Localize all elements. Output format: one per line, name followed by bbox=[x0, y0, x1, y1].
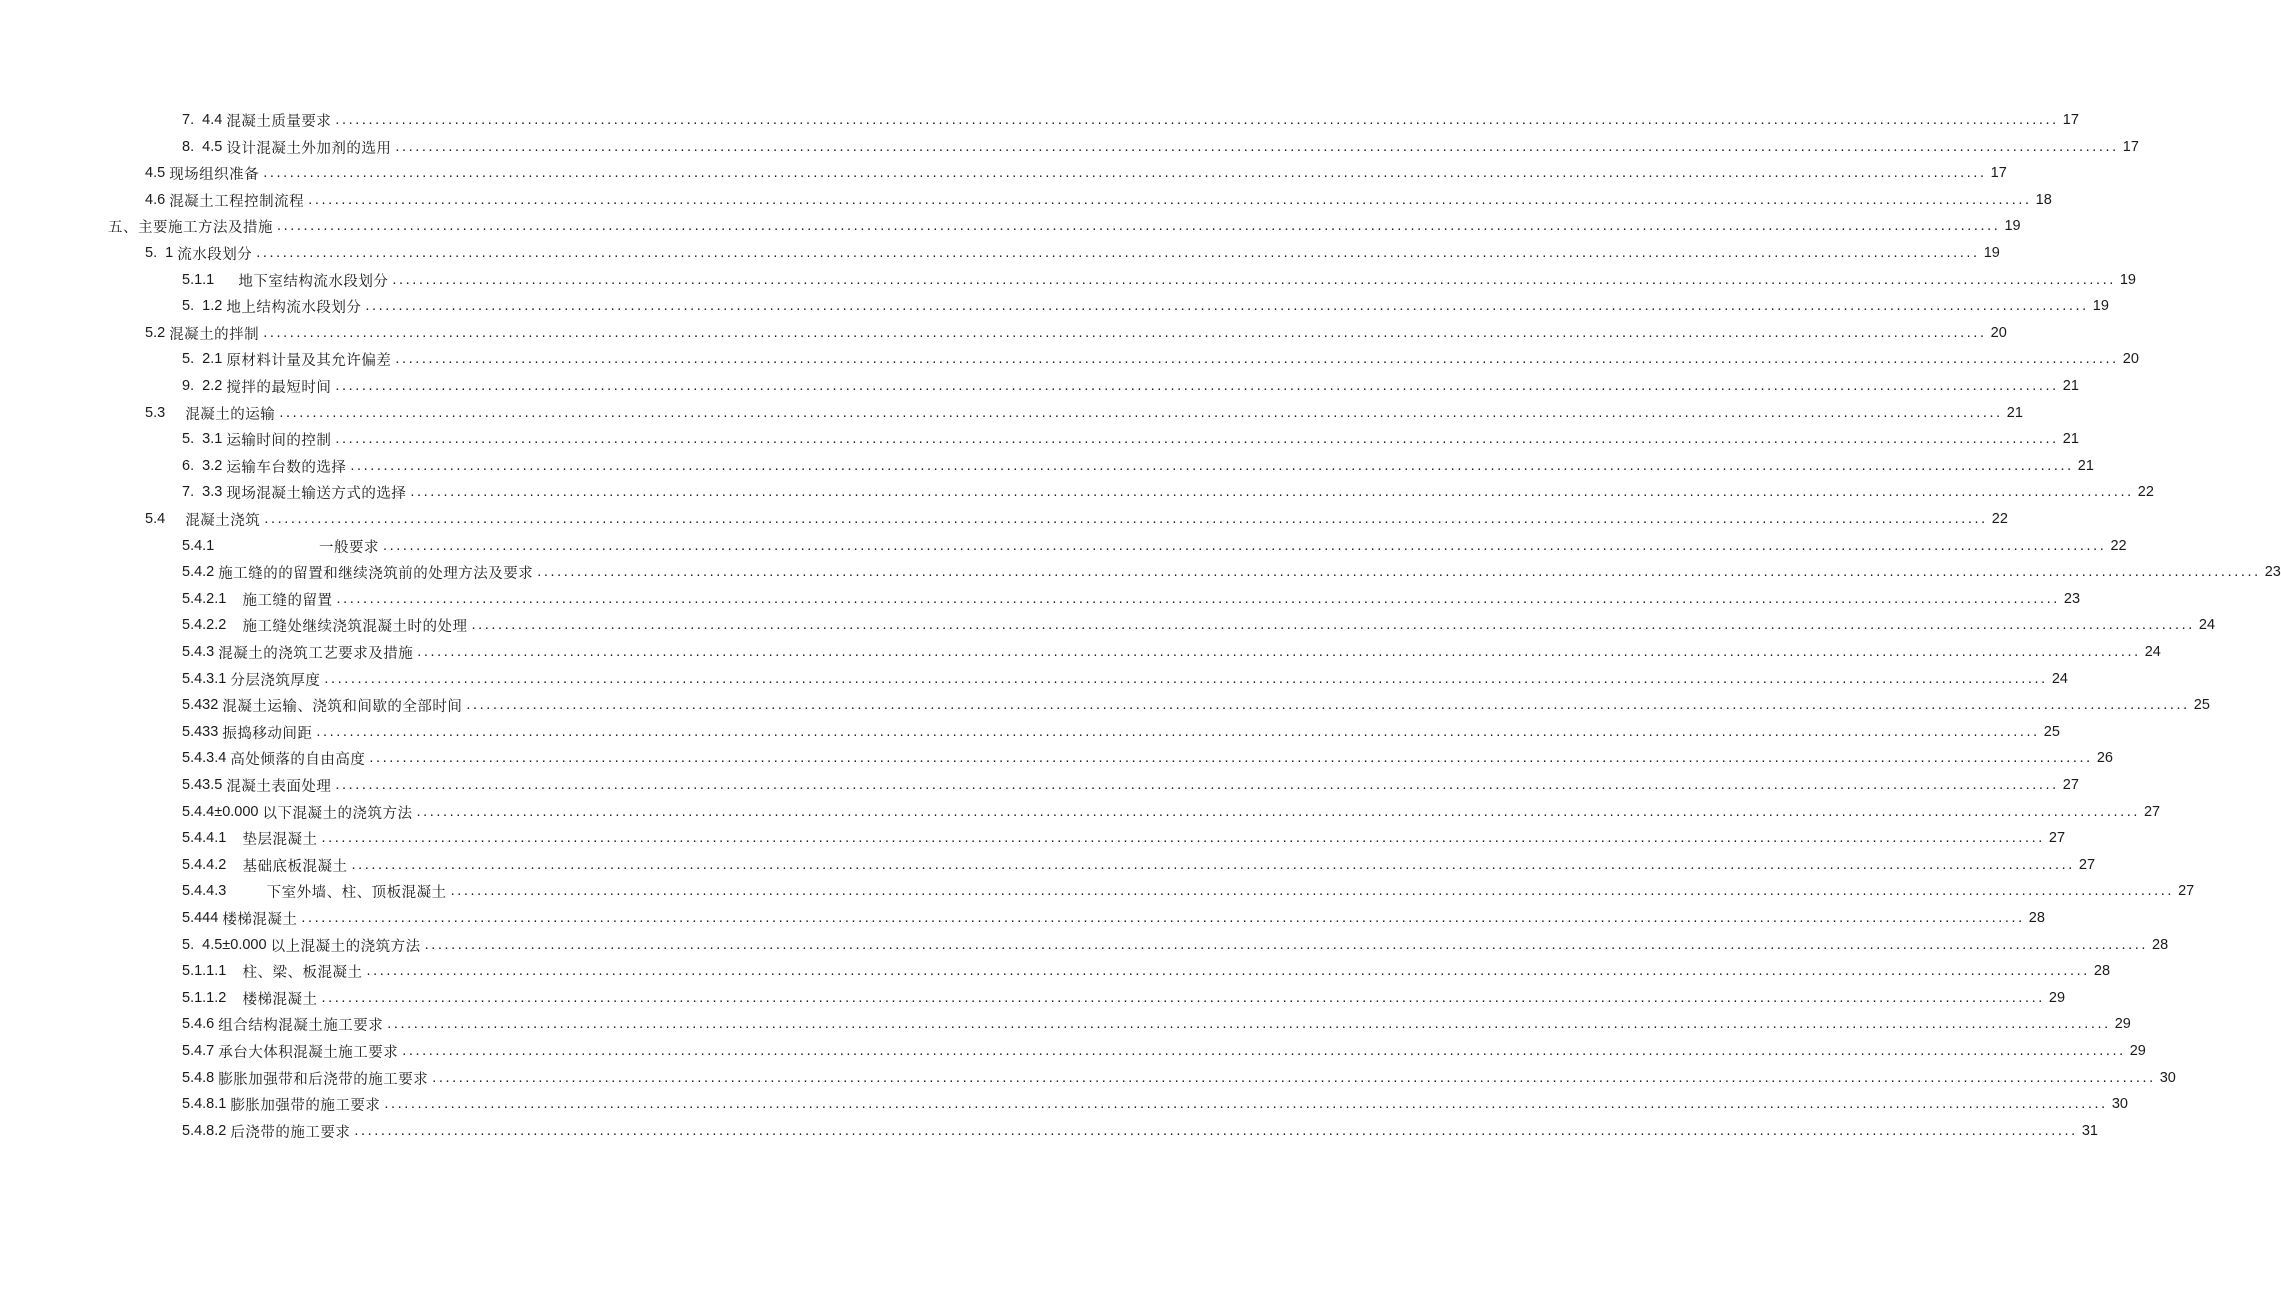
toc-dot-leader: .................................................................................................................................................................................................................................................................... bbox=[395, 351, 2119, 367]
toc-entry-page-number: 27 bbox=[2143, 804, 2161, 820]
toc-entry-title: 楼梯混凝土 bbox=[222, 911, 298, 928]
toc-entry-number: 5.4.4.3 bbox=[182, 883, 267, 899]
toc-dot-leader: .................................................................................................................................................................................................................................................................... bbox=[335, 112, 2059, 128]
toc-entry-page-number: 30 bbox=[2159, 1070, 2176, 1086]
toc-entry-page-number: 19 bbox=[2004, 218, 2021, 234]
toc-entry-number: 5.432 bbox=[182, 697, 223, 713]
toc-entry-title: 一般要求 bbox=[319, 539, 379, 556]
toc-entry[interactable] bbox=[182, 1039, 2146, 1063]
toc-dot-leader: .................................................................................................................................................................................................................................................................... bbox=[395, 139, 2119, 155]
toc-dot-leader: .................................................................................................................................................................................................................................................................... bbox=[383, 538, 2107, 554]
toc-dot-leader: .................................................................................................................................................................................................................................................................... bbox=[366, 963, 2090, 979]
toc-entry[interactable] bbox=[182, 268, 2136, 292]
toc-entry-page-number: 22 bbox=[2110, 538, 2127, 554]
toc-dot-leader: .................................................................................................................................................................................................................................................................... bbox=[279, 405, 2003, 421]
toc-entry-title: 原材料计量及其允许偏差 bbox=[226, 352, 392, 369]
toc-entry-title: 现场混凝土输送方式的选择 bbox=[226, 485, 407, 502]
toc-entry-title: 后浇带的施工要求 bbox=[230, 1124, 351, 1141]
toc-dot-leader: .................................................................................................................................................................................................................................................................... bbox=[321, 990, 2045, 1006]
toc-entry-number: 5.4.8 bbox=[182, 1070, 219, 1086]
toc-entry[interactable] bbox=[145, 401, 2023, 425]
toc-entry[interactable] bbox=[182, 454, 2094, 478]
toc-dot-leader: .................................................................................................................................................................................................................................................................... bbox=[264, 511, 1988, 527]
toc-entry-page-number: 24 bbox=[2144, 644, 2161, 660]
toc-dot-leader: .................................................................................................................................................................................................................................................................... bbox=[537, 564, 2261, 580]
toc-entry-title: 承台大体积混凝土施工要求 bbox=[218, 1044, 399, 1061]
toc-entry-title: 混凝土工程控制流程 bbox=[169, 193, 305, 210]
toc-entry[interactable] bbox=[145, 507, 2008, 531]
toc-dot-leader: .................................................................................................................................................................................................................................................................... bbox=[369, 750, 2093, 766]
toc-entry-title: 设计混凝土外加剂的选用 bbox=[226, 140, 392, 157]
toc-entry-title: 混凝土的运输 bbox=[185, 406, 276, 423]
toc-entry[interactable] bbox=[182, 826, 2066, 850]
toc-entry-title: 施工缝处继续浇筑混凝土时的处理 bbox=[242, 618, 468, 635]
toc-entry-title: 高处倾落的自由高度 bbox=[230, 751, 366, 768]
toc-entry-title: 以上混凝土的浇筑方法 bbox=[270, 938, 421, 955]
toc-entry-title: 地下室结构流水段划分 bbox=[238, 273, 389, 290]
toc-entry-number: 5.4.3.1 bbox=[182, 671, 231, 687]
toc-entry-number: 5.4.4.2 bbox=[182, 857, 243, 873]
toc-dot-leader: .................................................................................................................................................................................................................................................................... bbox=[450, 883, 2175, 899]
toc-entry-title: 楼梯混凝土 bbox=[242, 991, 318, 1008]
toc-dot-leader: .................................................................................................................................................................................................................................................................... bbox=[466, 697, 2190, 713]
toc-entry[interactable] bbox=[145, 188, 2052, 212]
toc-entry-title: 下室外墙、柱、顶板混凝土 bbox=[266, 884, 447, 901]
toc-dot-leader: .................................................................................................................................................................................................................................................................... bbox=[432, 1070, 2156, 1086]
toc-entry[interactable] bbox=[182, 560, 2281, 584]
toc-dot-leader: .................................................................................................................................................................................................................................................................... bbox=[350, 458, 2074, 474]
toc-entry-title: 施工缝的的留置和继续浇筑前的处理方法及要求 bbox=[218, 565, 534, 582]
toc-entry-page-number: 28 bbox=[2152, 937, 2169, 953]
toc-entry-title: 振捣移动间距 bbox=[222, 725, 313, 742]
toc-entry-title: 地上结构流水段划分 bbox=[226, 299, 362, 316]
toc-entry-page-number: 25 bbox=[2193, 697, 2210, 713]
toc-entry[interactable] bbox=[182, 933, 2169, 957]
toc-entry-title: 混凝土的浇筑工艺要求及措施 bbox=[218, 645, 414, 662]
toc-entry[interactable] bbox=[182, 773, 2079, 797]
toc-entry[interactable] bbox=[182, 534, 2127, 558]
toc-entry[interactable] bbox=[182, 1119, 2098, 1143]
toc-entry-number: 5. 3.1 bbox=[182, 431, 227, 447]
toc-entry-number: 5.4 bbox=[145, 511, 186, 527]
toc-entry-number: 5.1.1.1 bbox=[182, 963, 243, 979]
toc-entry[interactable] bbox=[182, 693, 2210, 717]
toc-entry[interactable] bbox=[145, 321, 2007, 345]
toc-entry-number: 4.6 bbox=[145, 192, 170, 208]
toc-entry-title: 现场组织准备 bbox=[169, 166, 260, 183]
toc-entry[interactable] bbox=[182, 294, 2109, 318]
toc-dot-leader: .................................................................................................................................................................................................................................................................... bbox=[335, 378, 2059, 394]
toc-entry-page-number: 24 bbox=[2198, 617, 2216, 633]
toc-entry-page-number: 17 bbox=[2122, 139, 2139, 155]
toc-entry-page-number: 20 bbox=[2122, 351, 2139, 367]
toc-entry[interactable] bbox=[108, 214, 2021, 238]
toc-dot-leader: .................................................................................................................................................................................................................................................................... bbox=[416, 804, 2140, 820]
toc-entry[interactable] bbox=[182, 640, 2161, 664]
toc-entry[interactable] bbox=[182, 374, 2079, 398]
toc-dot-leader: .................................................................................................................................................................................................................................................................... bbox=[471, 617, 2195, 633]
toc-entry-page-number: 21 bbox=[2006, 405, 2023, 421]
toc-entry-page-number: 25 bbox=[2043, 724, 2060, 740]
toc-dot-leader: .................................................................................................................................................................................................................................................................... bbox=[316, 724, 2040, 740]
toc-entry-page-number: 19 bbox=[1983, 245, 2000, 261]
toc-entry[interactable] bbox=[182, 587, 2081, 611]
toc-entry-number: 4.5 bbox=[145, 165, 170, 181]
toc-entry-number: 5.4.6 bbox=[182, 1016, 219, 1032]
toc-entry-page-number: 21 bbox=[2077, 458, 2094, 474]
toc-entry-page-number: 19 bbox=[2092, 298, 2109, 314]
toc-entry[interactable] bbox=[145, 161, 2007, 185]
toc-dot-leader: .................................................................................................................................................................................................................................................................... bbox=[384, 1096, 2108, 1112]
toc-entry-page-number: 22 bbox=[2137, 484, 2154, 500]
toc-entry[interactable] bbox=[182, 959, 2111, 983]
toc-dot-leader: .................................................................................................................................................................................................................................................................... bbox=[335, 431, 2059, 447]
toc-entry-title: 混凝土运输、浇筑和间歇的全部时间 bbox=[222, 698, 463, 715]
toc-entry-title: 运输时间的控制 bbox=[226, 432, 332, 449]
toc-entry[interactable] bbox=[182, 800, 2161, 824]
toc-dot-leader: .................................................................................................................................................................................................................................................................... bbox=[354, 1123, 2078, 1139]
toc-entry[interactable] bbox=[182, 986, 2066, 1010]
toc-entry-number: 5.4.7 bbox=[182, 1043, 219, 1059]
toc-entry-page-number: 22 bbox=[1991, 511, 2008, 527]
toc-entry-number: 5. 4.5±0.000 bbox=[182, 937, 271, 953]
toc-entry[interactable] bbox=[182, 480, 2154, 504]
toc-entry-number: 5. 1 bbox=[145, 245, 178, 261]
toc-entry[interactable] bbox=[182, 906, 2045, 930]
toc-entry-page-number: 20 bbox=[1990, 325, 2007, 341]
toc-entry-page-number: 23 bbox=[2063, 591, 2081, 607]
toc-entry-page-number: 28 bbox=[2028, 910, 2045, 926]
toc-entry-page-number: 23 bbox=[2264, 564, 2281, 580]
toc-entry-title: 混凝土浇筑 bbox=[185, 512, 261, 529]
toc-dot-leader: .................................................................................................................................................................................................................................................................... bbox=[335, 777, 2059, 793]
toc-entry-page-number: 27 bbox=[2062, 777, 2079, 793]
toc-entry[interactable] bbox=[182, 853, 2096, 877]
toc-entry-title: 膨胀加强带和后浇带的施工要求 bbox=[218, 1071, 429, 1088]
toc-entry-number: 5.4.2.2 bbox=[182, 617, 243, 633]
toc-entry-page-number: 29 bbox=[2129, 1043, 2146, 1059]
toc-entry-title: 混凝土质量要求 bbox=[226, 113, 332, 130]
toc-entry-title: 组合结构混凝土施工要求 bbox=[218, 1017, 384, 1034]
toc-entry-number: 5.4.8.2 bbox=[182, 1123, 231, 1139]
toc-entry[interactable] bbox=[182, 1066, 2176, 1090]
toc-dot-leader: .................................................................................................................................................................................................................................................................... bbox=[402, 1043, 2126, 1059]
toc-dot-leader: .................................................................................................................................................................................................................................................................... bbox=[301, 910, 2025, 926]
toc-entry-number: 5.433 bbox=[182, 724, 223, 740]
toc-dot-leader: .................................................................................................................................................................................................................................................................... bbox=[263, 325, 1987, 341]
toc-entry-title: 混凝土的拌制 bbox=[169, 326, 260, 343]
toc-entry-page-number: 17 bbox=[2062, 112, 2079, 128]
toc-entry-page-number: 27 bbox=[2048, 830, 2066, 846]
toc-entry-title: 流水段划分 bbox=[177, 246, 253, 263]
toc-entry-number: 5.4.3.4 bbox=[182, 750, 231, 766]
toc-entry-page-number: 18 bbox=[2035, 192, 2052, 208]
toc-entry-page-number: 28 bbox=[2093, 963, 2111, 979]
toc-entry-title: 运输车台数的选择 bbox=[226, 459, 347, 476]
toc-entry-number: 5. 1.2 bbox=[182, 298, 227, 314]
toc-entry[interactable] bbox=[145, 241, 2000, 265]
toc-entry-number: 8. 4.5 bbox=[182, 139, 227, 155]
toc-entry-page-number: 31 bbox=[2081, 1123, 2098, 1139]
toc-entry-page-number: 27 bbox=[2078, 857, 2096, 873]
toc-entry-number: 5. 2.1 bbox=[182, 351, 227, 367]
toc-dot-leader: .................................................................................................................................................................................................................................................................... bbox=[263, 165, 1987, 181]
toc-dot-leader: .................................................................................................................................................................................................................................................................... bbox=[351, 857, 2075, 873]
toc-dot-leader: .................................................................................................................................................................................................................................................................... bbox=[365, 298, 2089, 314]
toc-entry[interactable] bbox=[182, 746, 2113, 770]
toc-entry-title: 柱、梁、板混凝土 bbox=[242, 964, 363, 981]
toc-entry-page-number: 26 bbox=[2096, 750, 2113, 766]
toc-entry-number: 5.4.2.1 bbox=[182, 591, 243, 607]
toc-dot-leader: .................................................................................................................................................................................................................................................................... bbox=[336, 591, 2060, 607]
toc-entry-number: 6. 3.2 bbox=[182, 458, 227, 474]
toc-entry-title: 以下混凝土的浇筑方法 bbox=[262, 805, 413, 822]
toc-entry-page-number: 29 bbox=[2114, 1016, 2131, 1032]
toc-entry-number: 5.43.5 bbox=[182, 777, 227, 793]
toc-entry-number: 5.4.4.1 bbox=[182, 830, 243, 846]
toc-entry[interactable] bbox=[182, 1092, 2128, 1116]
toc-entry-title: 分层浇筑厚度 bbox=[230, 672, 321, 689]
toc-entry-number: 5.4.2 bbox=[182, 564, 219, 580]
toc-entry-page-number: 21 bbox=[2062, 378, 2079, 394]
toc-entry[interactable] bbox=[182, 108, 2079, 132]
toc-entry-number: 9. 2.2 bbox=[182, 378, 227, 394]
toc-entry-page-number: 17 bbox=[1990, 165, 2007, 181]
toc-entry-number: 7. 3.3 bbox=[182, 484, 227, 500]
toc-dot-leader: .................................................................................................................................................................................................................................................................... bbox=[410, 484, 2134, 500]
toc-entry-number: 5.4.8.1 bbox=[182, 1096, 231, 1112]
toc-entry-page-number: 30 bbox=[2111, 1096, 2128, 1112]
toc-entry[interactable] bbox=[182, 1012, 2131, 1036]
toc-dot-leader: .................................................................................................................................................................................................................................................................... bbox=[392, 272, 2116, 288]
toc-dot-leader: .................................................................................................................................................................................................................................................................... bbox=[256, 245, 1980, 261]
toc-entry-number: 5.1.1.2 bbox=[182, 990, 243, 1006]
toc-entry-page-number: 19 bbox=[2119, 272, 2136, 288]
toc-entry-page-number: 27 bbox=[2178, 883, 2195, 899]
toc-entry-title: 搅拌的最短时间 bbox=[226, 379, 332, 396]
toc-dot-leader: .................................................................................................................................................................................................................................................................... bbox=[417, 644, 2141, 660]
toc-dot-leader: .................................................................................................................................................................................................................................................................... bbox=[387, 1016, 2111, 1032]
toc-entry-page-number: 24 bbox=[2051, 671, 2068, 687]
toc-entry-number: 5.4.1 bbox=[182, 538, 319, 554]
toc-dot-leader: .................................................................................................................................................................................................................................................................... bbox=[308, 192, 2032, 208]
toc-entry-title: 施工缝的留置 bbox=[242, 592, 333, 609]
toc-entry[interactable] bbox=[182, 879, 2195, 903]
toc-entry[interactable] bbox=[182, 427, 2079, 451]
toc-entry-title: 膨胀加强带的施工要求 bbox=[230, 1097, 381, 1114]
toc-entry[interactable] bbox=[182, 667, 2068, 691]
toc-entry-title: 基础底板混凝土 bbox=[242, 858, 348, 875]
toc-entry-number: 7. 4.4 bbox=[182, 112, 227, 128]
toc-entry-number: 5.1.1 bbox=[182, 272, 239, 288]
toc-entry-title: 混凝土表面处理 bbox=[226, 778, 332, 795]
toc-dot-leader: .................................................................................................................................................................................................................................................................... bbox=[277, 218, 2001, 234]
toc-entry-page-number: 21 bbox=[2062, 431, 2079, 447]
toc-entry[interactable] bbox=[182, 613, 2216, 637]
toc-dot-leader: .................................................................................................................................................................................................................................................................... bbox=[321, 830, 2045, 846]
toc-entry-title: 五、主要施工方法及措施 bbox=[108, 219, 273, 236]
toc-entry-number: 5.4.3 bbox=[182, 644, 219, 660]
toc-entry-number: 5.2 bbox=[145, 325, 170, 341]
toc-dot-leader: .................................................................................................................................................................................................................................................................... bbox=[324, 671, 2048, 687]
toc-entry[interactable] bbox=[182, 135, 2139, 159]
toc-dot-leader: .................................................................................................................................................................................................................................................................... bbox=[424, 937, 2149, 953]
toc-entry[interactable] bbox=[182, 347, 2139, 371]
toc-entry-number: 5.444 bbox=[182, 910, 223, 926]
toc-entry-page-number: 29 bbox=[2048, 990, 2066, 1006]
toc-entry-title: 垫层混凝土 bbox=[242, 831, 318, 848]
toc-entry-number: 5.3 bbox=[145, 405, 186, 421]
toc-entry[interactable] bbox=[182, 720, 2060, 744]
toc-entry-number: 5.4.4±0.000 bbox=[182, 804, 263, 820]
